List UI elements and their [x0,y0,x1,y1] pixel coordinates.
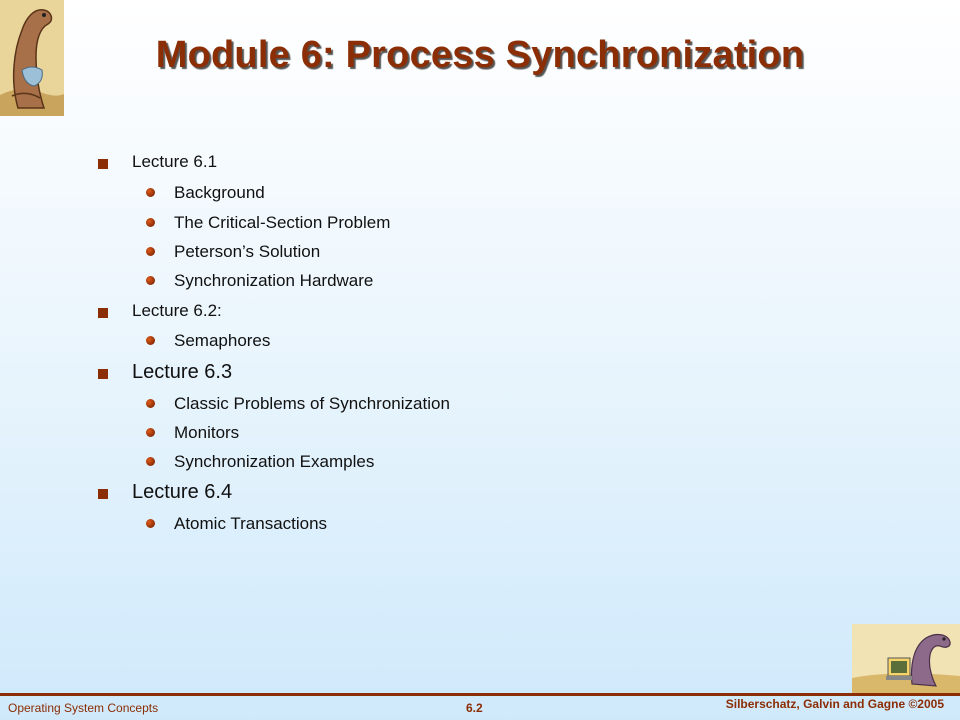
outline-subitem-label: Atomic Transactions [174,514,328,533]
outline-item [96,361,596,384]
footer-divider [0,693,960,696]
outline-item [96,301,596,321]
outline-subitem [96,183,596,203]
outline-item-label: Lecture 6.2: [132,301,222,320]
slide-outline [96,152,596,534]
round-bullet-icon [146,428,155,437]
outline-subitem [96,213,596,233]
outline-subitem [96,331,596,351]
outline-subitem [96,452,596,472]
outline-subitem [96,271,596,291]
round-bullet-icon [146,399,155,408]
footer-slide-number: 6.2 [466,701,483,715]
outline-subitem [96,423,596,443]
round-bullet-icon [146,218,155,227]
outline-subitem-label: Monitors [174,423,240,442]
square-bullet-icon [98,308,108,318]
outline-subitem-label: Peterson’s Solution [174,242,321,261]
square-bullet-icon [98,369,108,379]
outline-subitem-label: Semaphores [174,331,271,350]
round-bullet-icon [146,336,155,345]
round-bullet-icon [146,457,155,466]
round-bullet-icon [146,276,155,285]
outline-subitem [96,242,596,262]
footer-authors: Silberschatz, Galvin and Gagne ©2005 [725,697,944,711]
outline-item [96,152,596,172]
outline-subitem-label: The Critical-Section Problem [174,213,391,232]
round-bullet-icon [146,247,155,256]
outline-item [96,481,596,504]
outline-subitem-label: Synchronization Hardware [174,271,374,290]
square-bullet-icon [98,489,108,499]
outline-item-label: Lecture 6.1 [132,152,218,171]
outline-subitem-label: Background [174,183,265,202]
outline-subitem [96,514,596,534]
round-bullet-icon [146,188,155,197]
footer-book-title: Operating System Concepts [8,701,159,715]
outline-subitem [96,394,596,414]
outline-subitem-label: Synchronization Examples [174,452,375,471]
outline-item-label: Lecture 6.3 [132,361,233,383]
round-bullet-icon [146,519,155,528]
outline-subitem-label: Classic Problems of Synchronization [174,394,450,413]
outline-item-label: Lecture 6.4 [132,481,233,503]
dinosaur-with-computer-illustration [852,624,960,694]
slide-title: Module 6: Process Synchronization [155,34,805,76]
square-bullet-icon [98,159,108,169]
